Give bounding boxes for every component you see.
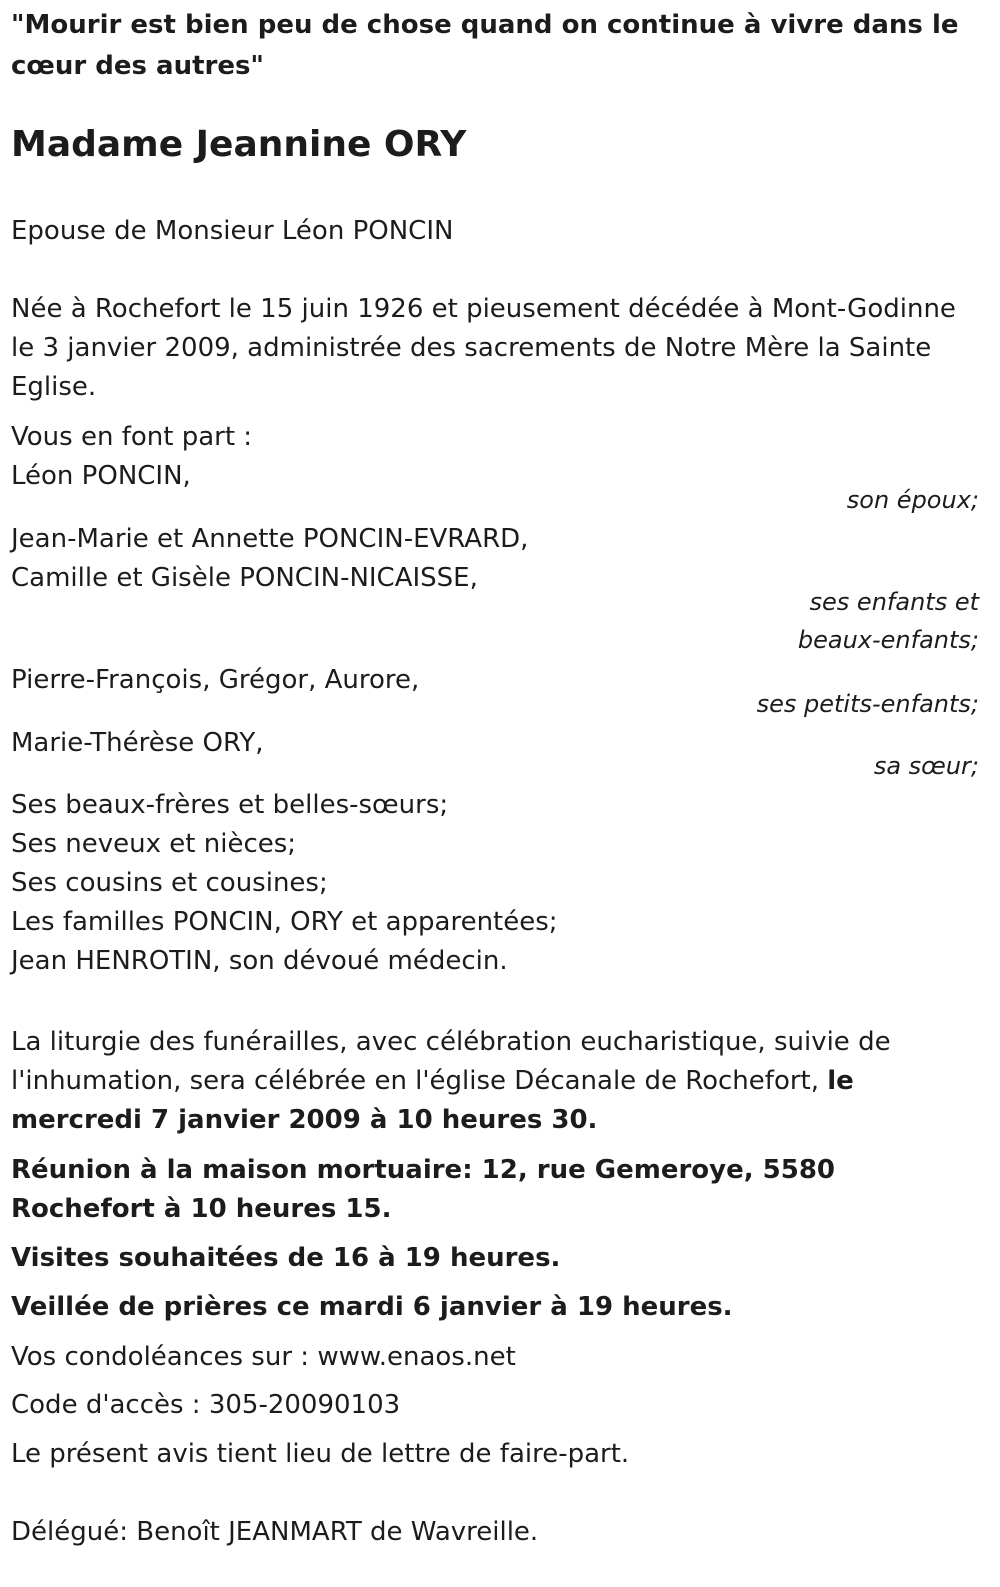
family-children-relation-2: beaux-enfants; (797, 626, 979, 654)
condolences-info: Vos condoléances sur : www.enaos.net (11, 1342, 516, 1372)
family-spouse-relation: son époux; (846, 486, 979, 514)
family-others-list (11, 786, 979, 981)
family-grandchildren-relation: ses petits-enfants; (756, 690, 979, 718)
family-other-item: Ses cousins et cousines; (11, 868, 328, 898)
deceased-name: Madame Jeannine ORY (11, 124, 467, 165)
reunion-info: Réunion à la maison mortuaire: 12, rue Gemeroye, 5580 Rochefort à 10 heures 15. (11, 1155, 836, 1224)
family-other-item: Les familles PONCIN, ORY et apparentées; (11, 907, 558, 937)
notice-text: Le présent avis tient lieu de lettre de faire-part. (11, 1439, 630, 1469)
announce-intro: Vous en font part : (11, 422, 253, 452)
visits-info: Visites souhaitées de 16 à 19 heures. (11, 1243, 561, 1273)
family-sister-name: Marie-Thérèse ORY, (11, 728, 264, 758)
access-code: Code d'accès : 305-20090103 (11, 1390, 401, 1420)
family-other-item: Ses neveux et nièces; (11, 829, 297, 859)
epitaph-quote: "Mourir est bien peu de chose quand on continue à vivre dans le cœur des autres" (11, 10, 959, 81)
family-other-item: Ses beaux-frères et belles-sœurs; (11, 790, 449, 820)
liturgy-text: La liturgie des funérailles, avec célébration eucharistique, suivie de l'inhumation, sera célébrée en l'église Décanale de Rochefort, (11, 1027, 891, 1096)
family-sister-relation: sa sœur; (873, 752, 979, 780)
birth-death-paragraph: Née à Rochefort le 15 juin 1926 et pieusement décédée à Mont-Godinne le 3 janvier 2009, administrée des sacrements de Notre Mère la Sainte Eglise. (11, 294, 956, 402)
vigil-info: Veillée de prières ce mardi 6 janvier à 19 heures. (11, 1292, 733, 1322)
family-children-name-1: Jean-Marie et Annette PONCIN-EVRARD, (11, 524, 529, 554)
spouse-line: Epouse de Monsieur Léon PONCIN (11, 216, 454, 246)
family-children-name-2: Camille et Gisèle PONCIN-NICAISSE, (11, 563, 478, 593)
family-children-relation-1: ses enfants et (809, 588, 979, 616)
family-grandchildren-name: Pierre-François, Grégor, Aurore, (11, 665, 420, 695)
liturgy-date: le mercredi 7 janvier 2009 à 10 heures 30. (11, 1066, 854, 1135)
liturgy-paragraph (11, 1023, 961, 1140)
delegate-line: Délégué: Benoît JEANMART de Wavreille. (11, 1517, 539, 1547)
family-spouse-name: Léon PONCIN, (11, 461, 191, 491)
family-other-item: Jean HENROTIN, son dévoué médecin. (11, 946, 508, 976)
